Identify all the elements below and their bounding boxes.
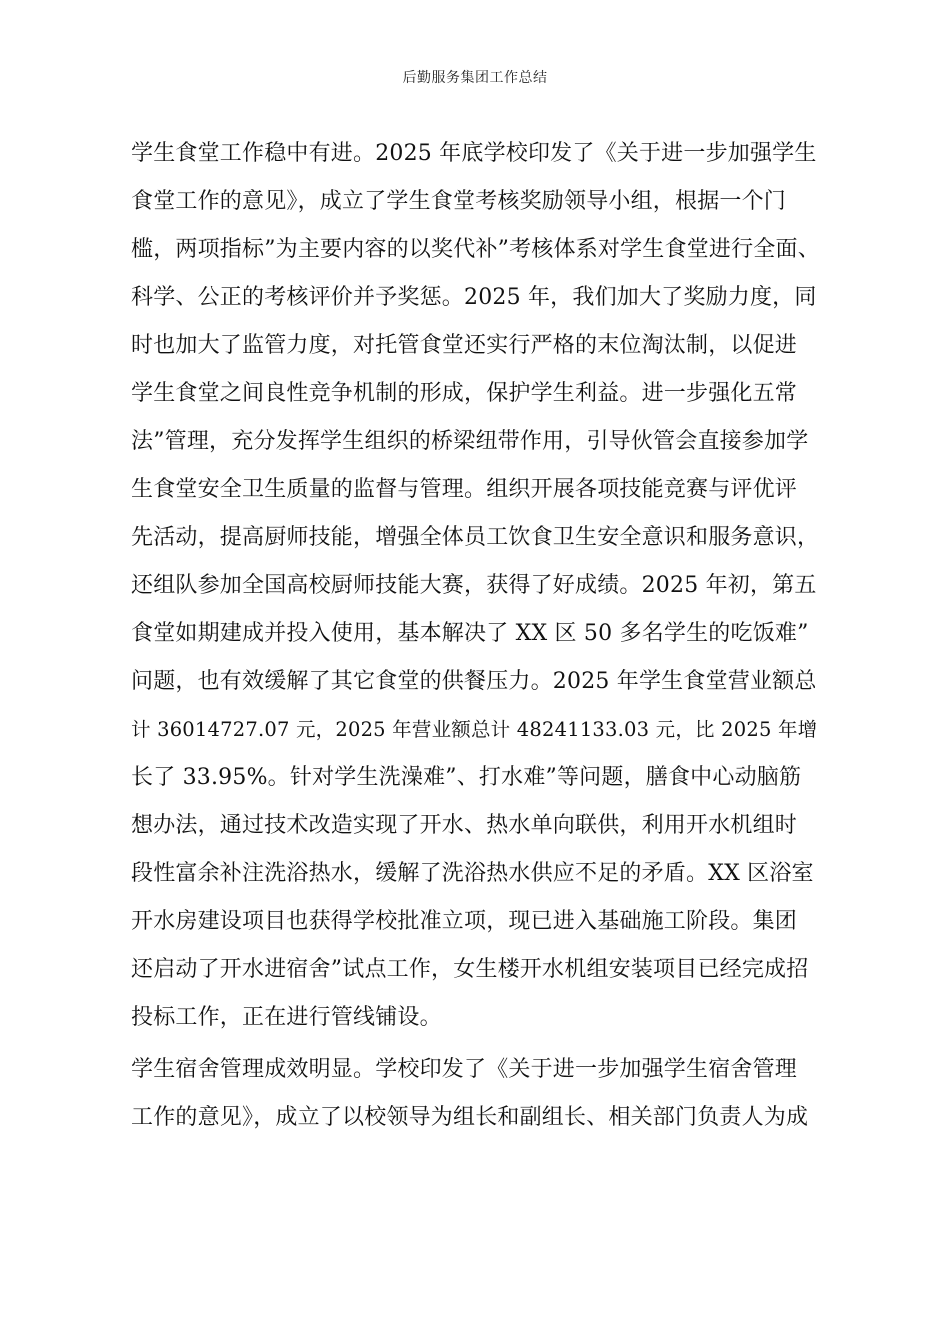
text-line: 学生食堂之间良性竞争机制的形成，保护学生利益。进一步强化五常 (131, 381, 798, 406)
paragraph-dormitory (131, 1046, 831, 1142)
text-line: 食堂如期建成并投入使用，基本解决了 XX 区 50 多名学生的吃饭难” (131, 621, 809, 646)
paragraph-canteen (131, 130, 831, 1042)
text-line: 工作的意见》，成立了以校领导为组长和副组长、相关部门负责人为成 (131, 1105, 809, 1130)
text-line: 生食堂安全卫生质量的监督与管理。组织开展各项技能竞赛与评优评 (131, 477, 798, 502)
text-line: 法”管理，充分发挥学生组织的桥梁纽带作用，引导伙管会直接参加学 (131, 429, 809, 454)
text-line: 还组队参加全国高校厨师技能大赛，获得了好成绩。2025 年初，第五 (131, 573, 817, 598)
text-line: 学生宿舍管理成效明显。学校印发了《关于进一步加强学生宿舍管理 (131, 1057, 798, 1082)
text-line: 长了 33.95%。针对学生洗澡难”、打水难”等问题，膳食中心动脑筋 (131, 765, 802, 790)
text-line: 科学、公正的考核评价并予奖惩。2025 年，我们加大了奖励力度，同 (131, 285, 817, 310)
text-line: 先活动，提高厨师技能，增强全体员工饮食卫生安全意识和服务意识， (131, 525, 820, 550)
text-line: 计 36014727.07 元，2025 年营业额总计 48241133.03 元，比 2025 年增 (131, 718, 818, 741)
text-line: 时也加大了监管力度，对托管食堂还实行严格的末位淘汰制，以促进 (131, 333, 798, 358)
text-line: 想办法，通过技术改造实现了开水、热水单向联供，利用开水机组时 (131, 813, 798, 838)
page-header-title: 后勤服务集团工作总结 (402, 70, 548, 86)
text-line: 槛，两项指标”为主要内容的以奖代补”考核体系对学生食堂进行全面、 (131, 237, 820, 262)
text-line: 段性富余补注洗浴热水，缓解了洗浴热水供应不足的矛盾。XX 区浴室 (131, 861, 814, 886)
text-line: 食堂工作的意见》，成立了学生食堂考核奖励领导小组，根据一个门 (131, 189, 787, 214)
text-line: 学生食堂工作稳中有进。2025 年底学校印发了《关于进一步加强学生 (131, 141, 817, 166)
text-line: 投标工作，正在进行管线铺设。 (131, 1005, 442, 1030)
text-line: 问题，也有效缓解了其它食堂的供餐压力。2025 年学生食堂营业额总 (131, 669, 817, 694)
text-line: 还启动了开水进宿舍”试点工作，女生楼开水机组安装项目已经完成招 (131, 957, 809, 982)
text-line: 开水房建设项目也获得学校批准立项，现已进入基础施工阶段。集团 (131, 909, 798, 934)
document-body (131, 130, 831, 1142)
